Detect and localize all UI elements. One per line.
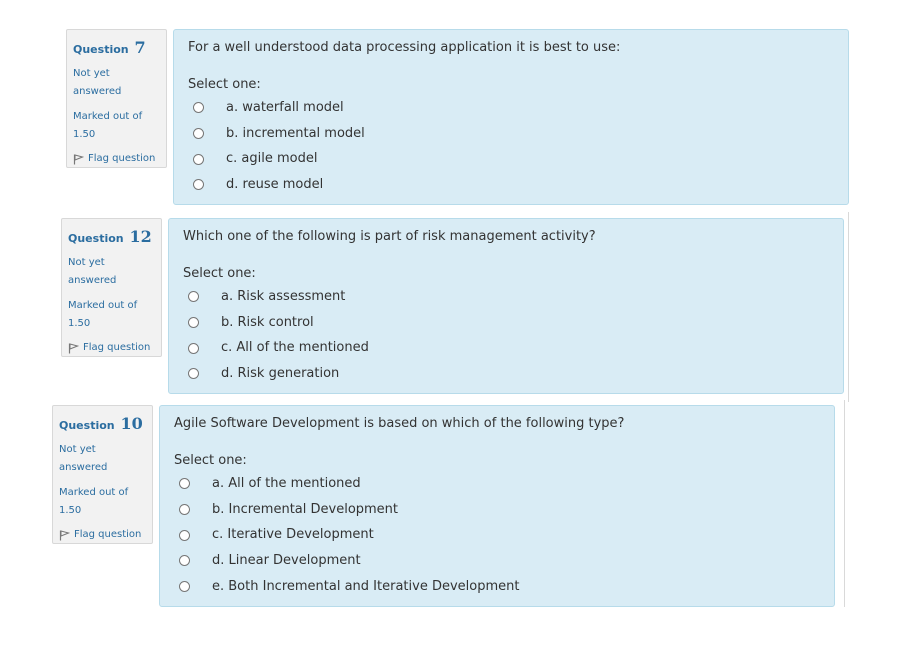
radio-button[interactable] xyxy=(179,478,190,489)
flag-question-button[interactable] xyxy=(59,528,146,542)
question-state: Not yet answered xyxy=(59,444,108,473)
answer-option[interactable]: a. waterfall model xyxy=(188,95,834,121)
answer-option[interactable]: e. Both Incremental and Iterative Development xyxy=(174,574,820,600)
question-info xyxy=(52,405,153,544)
radio-button[interactable] xyxy=(193,102,204,113)
answer-list xyxy=(183,284,829,387)
question-number-value: 12 xyxy=(129,227,152,246)
radio-button[interactable] xyxy=(193,154,204,165)
answer-option[interactable]: a. Risk assessment xyxy=(183,284,829,310)
question-content xyxy=(159,405,835,607)
question-grade: Marked out of 1.50 xyxy=(68,300,138,329)
answer-option[interactable]: c. All of the mentioned xyxy=(183,335,829,361)
question-state: Not yet answered xyxy=(73,68,122,97)
answer-option[interactable]: a. All of the mentioned xyxy=(174,471,820,497)
question-state: Not yet answered xyxy=(68,257,117,286)
radio-button[interactable] xyxy=(188,291,199,302)
select-one-prompt: Select one: xyxy=(188,77,261,92)
question-number-value: 10 xyxy=(120,414,143,433)
radio-button[interactable] xyxy=(188,368,199,379)
flag-question-label: Flag question xyxy=(83,342,151,353)
radio-button[interactable] xyxy=(179,530,190,541)
question-number: Question 12 xyxy=(68,227,152,246)
answer-list xyxy=(174,471,820,599)
question-info xyxy=(61,218,162,357)
radio-button[interactable] xyxy=(193,128,204,139)
answer-option[interactable]: d. reuse model xyxy=(188,172,834,198)
question-text: Which one of the following is part of risk management activity? xyxy=(183,229,596,244)
answer-option[interactable]: b. Risk control xyxy=(183,310,829,336)
flag-icon xyxy=(59,530,70,541)
flag-question-button[interactable] xyxy=(68,341,155,355)
divider xyxy=(844,400,845,607)
answer-option[interactable]: c. agile model xyxy=(188,146,834,172)
question-content xyxy=(168,218,844,394)
question-number-value: 7 xyxy=(134,38,146,57)
question-info xyxy=(66,29,167,168)
question-number: Question 7 xyxy=(73,38,146,57)
answer-list xyxy=(188,95,834,198)
divider xyxy=(848,212,849,402)
answer-option[interactable]: c. Iterative Development xyxy=(174,522,820,548)
question-grade: Marked out of 1.50 xyxy=(73,111,143,140)
radio-button[interactable] xyxy=(179,581,190,592)
answer-option[interactable]: b. incremental model xyxy=(188,121,834,147)
answer-option[interactable]: d. Risk generation xyxy=(183,361,829,387)
radio-button[interactable] xyxy=(179,555,190,566)
radio-button[interactable] xyxy=(193,179,204,190)
flag-icon xyxy=(68,343,79,354)
question-text: For a well understood data processing application it is best to use: xyxy=(188,40,621,55)
answer-option[interactable]: b. Incremental Development xyxy=(174,497,820,523)
select-one-prompt: Select one: xyxy=(174,453,247,468)
flag-question-button[interactable] xyxy=(73,152,160,166)
flag-question-label: Flag question xyxy=(88,153,156,164)
question-content xyxy=(173,29,849,205)
select-one-prompt: Select one: xyxy=(183,266,256,281)
question-text: Agile Software Development is based on which of the following type? xyxy=(174,416,625,431)
question-number: Question 10 xyxy=(59,414,143,433)
answer-option[interactable]: d. Linear Development xyxy=(174,548,820,574)
radio-button[interactable] xyxy=(188,317,199,328)
flag-icon xyxy=(73,154,84,165)
radio-button[interactable] xyxy=(179,504,190,515)
flag-question-label: Flag question xyxy=(74,529,142,540)
radio-button[interactable] xyxy=(188,343,199,354)
question-grade: Marked out of 1.50 xyxy=(59,487,129,516)
